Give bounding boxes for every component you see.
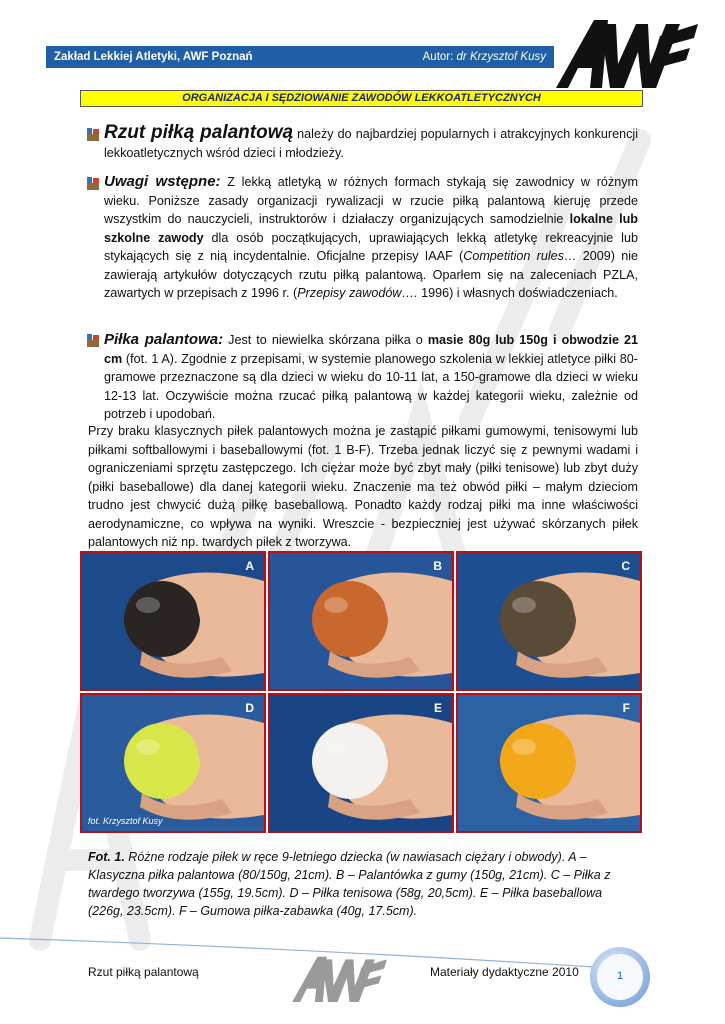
bullet-icon xyxy=(86,128,100,141)
baseball-icon xyxy=(270,695,452,831)
intro-heading: Rzut piłką palantową xyxy=(104,122,294,143)
photo-d xyxy=(80,693,266,833)
photo-f xyxy=(456,693,642,833)
section-title-bar: ORGANIZACJA I SĘDZIOWANIE ZAWODÓW LEKKOATLETYCZNYCH xyxy=(80,90,643,107)
page-header xyxy=(46,46,554,68)
bullet-icon xyxy=(86,334,100,347)
photo-credit: fot. Krzysztof Kusy xyxy=(88,816,163,826)
header-author: Autor: dr Krzysztof Kusy xyxy=(422,51,546,63)
ball-leather-icon xyxy=(82,553,264,689)
photo-b xyxy=(268,551,454,691)
awf-logo-icon xyxy=(556,16,698,88)
caption-lead: Fot. 1. xyxy=(88,850,125,864)
intro-paragraph: Rzut piłką palantową należy do najbardziej popularnych i atrakcyjnych konkurencji lekkoatletycznych wśród dzieci i młodzieży. xyxy=(104,122,638,160)
ball-plastic-icon xyxy=(458,553,640,689)
footer-materials: Materiały dydaktyczne 2010 xyxy=(430,965,579,979)
footer-awf-logo-icon xyxy=(287,954,392,1002)
alternatives-paragraph: Przy braku klasycznych piłek palantowych można je zastąpić piłkami gumowymi, tenisowymi lub piłkami softballowymi i baseballowymi (fot. 1 B-F). Trzeba jednak liczyć się z pewnymi wadami i ograniczeniami sprzętu zastępczego. Ich ciężar może być zbyt mały (piłki tenisowe) lub zbyt duży (piłki baseballowe) dla danej kategorii wieku. Znaczenie ma też obwód piłki – małym dzieciom trudno jest chwycić dużą piłkę baseballową. Ponadto każdy rodzaj piłki ma inne właściwości aerodynamiczne, co wpływa na wyniki. Wreszcie - bezpieczniej jest używać skórzanych piłek palantowych niż np. twardych piłek z tworzywa. xyxy=(88,424,638,549)
ball-heading: Piłka palantowa: xyxy=(104,331,224,348)
photo-label: E xyxy=(433,701,442,715)
tennis-ball-icon xyxy=(82,695,264,831)
header-institution: Zakład Lekkiej Atletyki, AWF Poznań xyxy=(54,51,253,63)
figure-caption: Fot. 1. Różne rodzaje piłek w ręce 9-letniego dziecka (w nawiasach ciężary i obwody). A – Klasyczna piłka palantowa (80/150g, 21cm). B – Palantówka z gumy (150g, 21cm). C – Piłka z twardego tworzywa (155g, 19.5cm). D – Piłka tenisowa (58g, 20,5cm). E – Piłka baseballowa (226g, 23.5cm). F – Gumowa piłka-zabawka (40g, 17.5cm). xyxy=(88,850,611,918)
header-author-name: dr Krzysztof Kusy xyxy=(456,51,546,63)
toy-ball-icon xyxy=(458,695,640,831)
photo-label: A xyxy=(245,559,254,573)
page-number: 1 xyxy=(616,970,624,982)
photo-a xyxy=(80,551,266,691)
ball-paragraph: Piłka palantowa: Jest to niewielka skórzana piłka o masie 80g lub 150g i obwodzie 21 cm (fot. 1 A). Zgodnie z przepisami, w systemie planowego szkolenia w lekkiej atletyce piłki 80-gramowe przeznaczone są dla dzieci w wieku do 10-11 lat, a 150-gramowe dla dzieci w wieku 12-13 lat. Oczywiście można rzucać piłką palantową w każdej kategorii wieku, zależnie od potrzeb i upodobań. xyxy=(104,331,638,421)
photo-label: C xyxy=(621,559,630,573)
photo-label: F xyxy=(622,701,630,715)
remarks-heading: Uwagi wstępne: xyxy=(104,173,221,190)
photo-label: B xyxy=(433,559,442,573)
bullet-icon xyxy=(86,177,100,190)
footer-topic: Rzut piłką palantową xyxy=(88,965,199,979)
photo-e xyxy=(268,693,454,833)
remarks-paragraph: Uwagi wstępne: Z lekką atletyką w różnych formach stykają się zawodnicy w różnym wieku. Poniższe zasady organizacji rywalizacji w rzucie piłką palantową kieruję przede wszystkim do nauczycieli, instruktorów i działaczy organizujących samodzielnie lokalne lub szkolne zawody dla osób początkujących, uprawiających lekką atletykę rekreacyjnie lub stykających się z nią incydentalnie. Oficjalne przepisy IAAF (Competition rules… 2009) nie zawierają artykułów dotyczących rzutu piłką palantową. Oparłem się na zaleceniach PZLA, zawartych w przepisach z 1996 r. (Przepisy zawodów…. 1996) i własnych doświadczeniach. xyxy=(104,173,639,300)
photo-label: D xyxy=(245,701,254,715)
photo-c xyxy=(456,551,642,691)
ball-rubber-icon xyxy=(270,553,452,689)
photo-grid xyxy=(80,551,646,835)
